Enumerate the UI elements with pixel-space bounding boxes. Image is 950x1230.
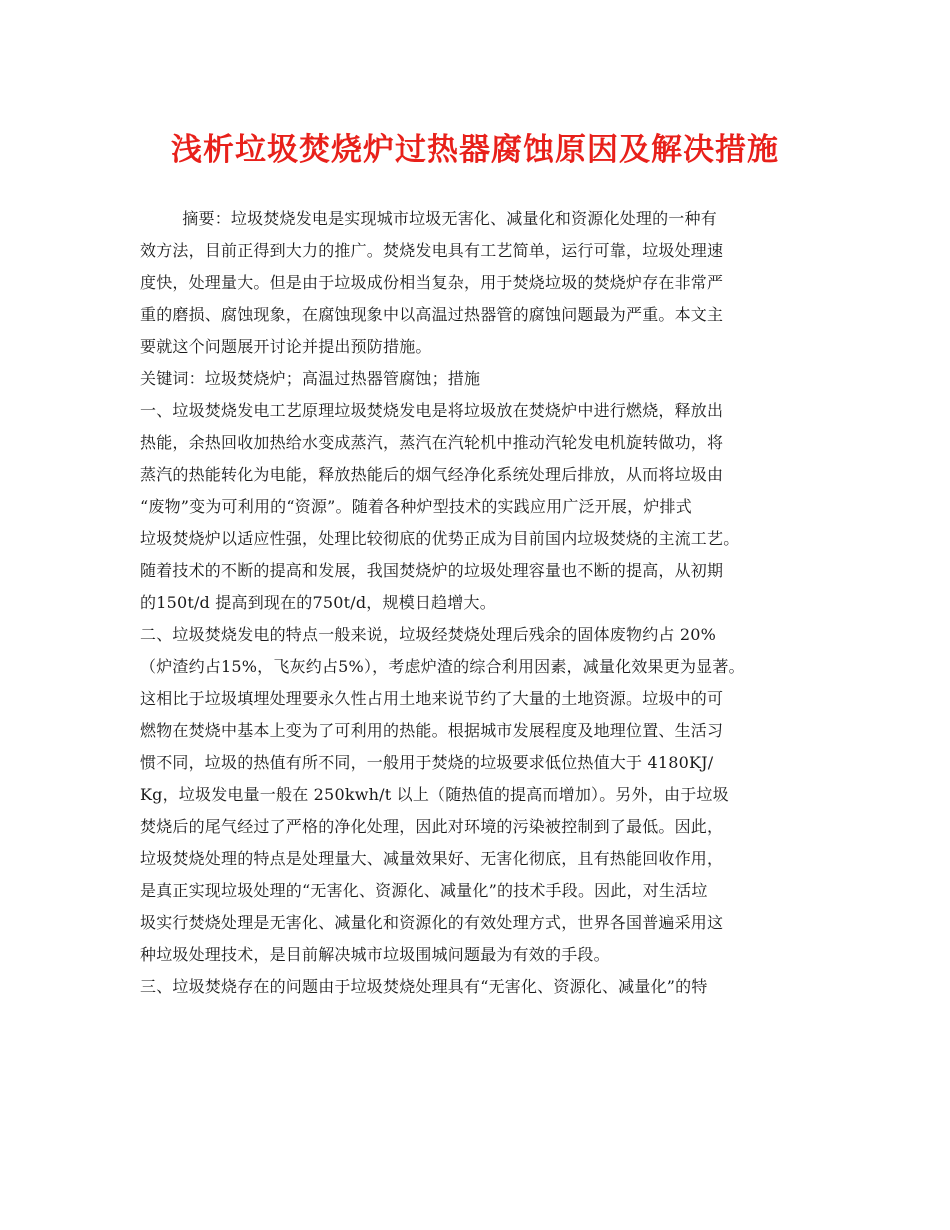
body-line: 的150t/d 提高到现在的750t/d，规模日趋增大。 bbox=[140, 593, 496, 612]
body-line: 这相比于垃圾填埋处理要永久性占用土地来说节约了大量的土地资源。垃圾中的可 bbox=[140, 689, 724, 708]
body-line: （炉渣约占15%，飞灰约占5%），考虑炉渣的综合利用因素，减量化效果更为显著。 bbox=[140, 657, 745, 676]
body-line: 燃物在焚烧中基本上变为了可利用的热能。根据城市发展程度及地理位置、生活习 bbox=[140, 721, 724, 740]
body-line: 随着技术的不断的提高和发展，我国焚烧炉的垃圾处理容量也不断的提高，从初期 bbox=[140, 561, 724, 580]
body-line: 种垃圾处理技术，是目前解决城市垃圾围城问题最为有效的手段。 bbox=[140, 945, 610, 964]
body-line: 垃圾焚烧处理的特点是处理量大、减量效果好、无害化彻底，且有热能回收作用， bbox=[140, 849, 724, 868]
body-line: 垃圾焚烧炉以适应性强，处理比较彻底的优势正成为目前国内垃圾焚烧的主流工艺。 bbox=[140, 529, 740, 548]
document-body bbox=[140, 203, 820, 1003]
body-line: 热能，余热回收加热给水变成蒸汽，蒸汽在汽轮机中推动汽轮发电机旋转做功，将 bbox=[140, 433, 724, 452]
body-line: 圾实行焚烧处理是无害化、减量化和资源化的有效处理方式，世界各国普遍采用这 bbox=[140, 913, 724, 932]
body-line: “废物”变为可利用的“资源”。随着各种炉型技术的实践应用广泛开展，炉排式 bbox=[140, 497, 692, 516]
body-line: 二、垃圾焚烧发电的特点一般来说，垃圾经焚烧处理后残余的固体废物约占 20% bbox=[140, 625, 717, 644]
body-line: 摘要：垃圾焚烧发电是实现城市垃圾无害化、减量化和资源化处理的一种有 bbox=[140, 209, 717, 228]
body-line: 蒸汽的热能转化为电能，释放热能后的烟气经净化系统处理后排放，从而将垃圾由 bbox=[140, 465, 724, 484]
body-line: 是真正实现垃圾处理的“无害化、资源化、减量化”的技术手段。因此，对生活垃 bbox=[140, 881, 708, 900]
body-line: 效方法，目前正得到大力的推广。焚烧发电具有工艺简单，运行可靠，垃圾处理速 bbox=[140, 241, 724, 260]
body-line: 一、垃圾焚烧发电工艺原理垃圾焚烧发电是将垃圾放在焚烧炉中进行燃烧，释放出 bbox=[140, 401, 724, 420]
document-title: 浅析垃圾焚烧炉过热器腐蚀原因及解决措施 bbox=[171, 132, 779, 168]
body-line: 焚烧后的尾气经过了严格的净化处理，因此对环境的污染被控制到了最低。因此， bbox=[140, 817, 724, 836]
body-line: Kg，垃圾发电量一般在 250kwh/t 以上（随热值的提高而增加）。另外，由于垃圾 bbox=[140, 785, 729, 804]
body-line: 重的磨损、腐蚀现象，在腐蚀现象中以高温过热器管的腐蚀问题最为严重。本文主 bbox=[140, 305, 724, 324]
body-line: 要就这个问题展开讨论并提出预防措施。 bbox=[140, 337, 432, 356]
body-line: 关键词：垃圾焚烧炉；高温过热器管腐蚀；措施 bbox=[140, 369, 481, 388]
body-line: 惯不同，垃圾的热值有所不同，一般用于焚烧的垃圾要求低位热值大于 4180KJ/ bbox=[140, 753, 714, 772]
body-line: 度快，处理量大。但是由于垃圾成份相当复杂，用于焚烧垃圾的焚烧炉存在非常严 bbox=[140, 273, 724, 292]
body-line: 三、垃圾焚烧存在的问题由于垃圾焚烧处理具有“无害化、资源化、减量化”的特 bbox=[140, 977, 708, 996]
